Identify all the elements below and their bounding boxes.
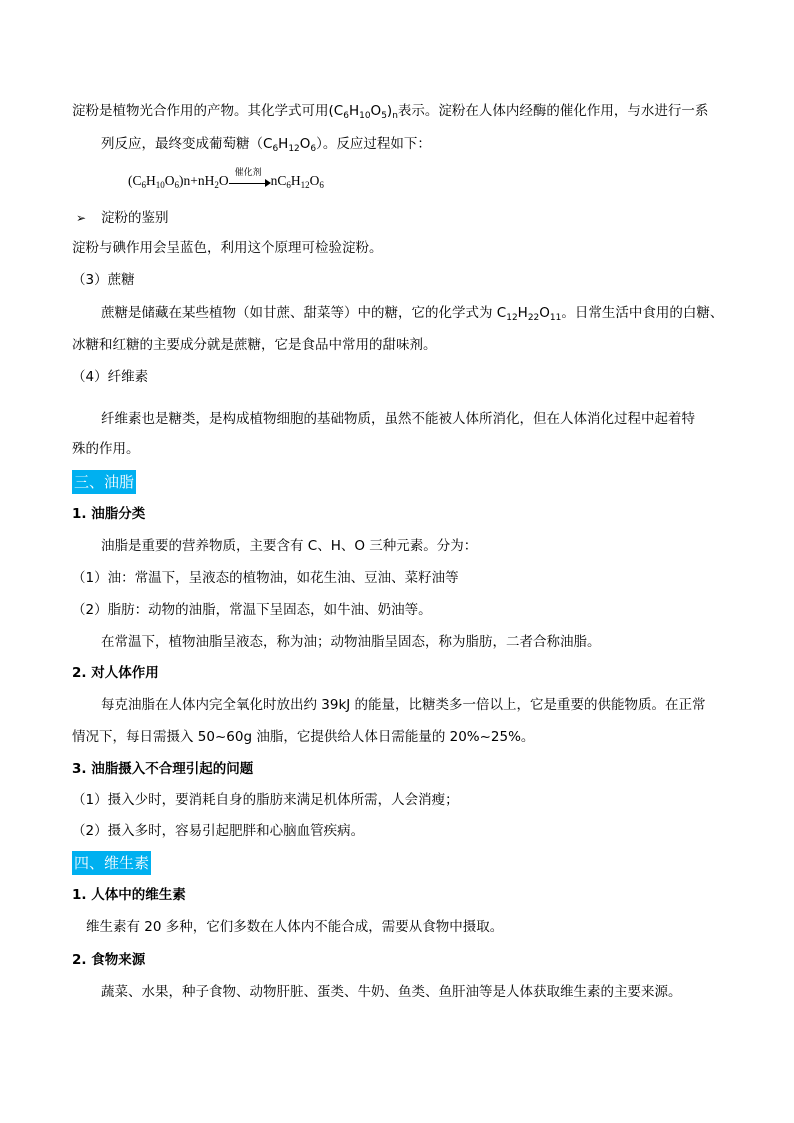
sucrose-line-1: 蔗糖是储藏在某些植物（如甘蔗、甜菜等）中的糖，它的化学式为 $C_{12}H_{22}O_{11}$。日常生活中食用的白糖、 (101, 305, 724, 323)
cellulose-line-2: 殊的作用。 (72, 441, 140, 457)
fats-paragraph: 每克油脂在人体内完全氧化时放出约 39kJ 的能量，比糖类多一倍以上，它是重要的供能物质。在正常 (101, 697, 706, 713)
starch-identify-title: 淀粉的鉴别 (101, 210, 169, 226)
sucrose-line-2: 冰糖和红糖的主要成分就是蔗糖，它是食品中常用的甜味剂。 (72, 337, 437, 353)
fats-subheading-problems: 3. 油脂摄入不合理引起的问题 (72, 761, 254, 777)
fats-subheading-classification: 1. 油脂分类 (72, 506, 146, 522)
fats-paragraph: （2）摄入多时，容易引起肥胖和心脑血管疾病。 (72, 823, 365, 839)
starch-line-2: 列反应，最终变成葡萄糖$(C_6H_{12}O_6)$。反应过程如下： (101, 136, 431, 154)
fats-paragraph: 在常温下，植物油脂呈液态，称为油；动物油脂呈固态，称为脂肪，二者合称油脂。 (101, 634, 601, 650)
sucrose-title: （3）蔗糖 (72, 272, 135, 288)
vitamins-paragraph: 蔬菜、水果，种子食物、动物肝脏、蛋类、牛奶、鱼类、鱼肝油等是人体获取维生素的主要来源。 (101, 984, 682, 1000)
bullet-arrow-icon: ➢ (76, 211, 87, 225)
fats-paragraph: （2）脂肪：动物的油脂，常温下呈固态，如牛油、奶油等。 (72, 602, 432, 618)
cellulose-line-1: 纤维素也是糖类，是构成植物细胞的基础物质，虽然不能被人体所消化，但在人体消化过程中起着特 (101, 411, 695, 427)
fats-paragraph: 油脂是重要的营养物质，主要含有 C、H、O 三种元素。分为： (101, 538, 478, 554)
catalyst-label: 催化剂 (234, 167, 262, 178)
starch-line-1: 淀粉是植物光合作用的产物。其化学式可用$(C_6H_{10}O_5)_n$表示。淀粉在人体内经酶的催化作用，与水进行一系 (72, 103, 709, 121)
starch-identify-text: 淀粉与碘作用会呈蓝色，利用这个原理可检验淀粉。 (72, 240, 383, 256)
section-heading-vitamins: 四、维生素 (72, 851, 151, 875)
vitamins-subheading-sources: 2. 食物来源 (72, 952, 146, 968)
reaction-arrow (229, 167, 271, 189)
fats-paragraph: （1）摄入少时，要消耗自身的脂肪来满足机体所需，人会消瘦； (72, 792, 459, 808)
fats-subheading-function: 2. 对人体作用 (72, 665, 159, 681)
fats-paragraph: （1）油：常温下，呈液态的植物油，如花生油、豆油、菜籽油等 (72, 570, 459, 586)
fats-paragraph: 情况下，每日需摄入 50~60g 油脂，它提供给人体日需能量的 20%~25%。 (72, 729, 535, 745)
cellulose-title: （4）纤维素 (72, 369, 149, 385)
vitamins-subheading-in-body: 1. 人体中的维生素 (72, 887, 186, 903)
section-heading-fats: 三、油脂 (72, 470, 136, 494)
vitamins-paragraph: 维生素有 20 多种，它们多数在人体内不能合成，需要从食物中摄取。 (86, 919, 504, 935)
starch-hydrolysis-equation: $(C_6H_{10}O_6)n+nH_2O$ 催化剂 $nC_6H_{12}O_6$ (128, 171, 324, 191)
